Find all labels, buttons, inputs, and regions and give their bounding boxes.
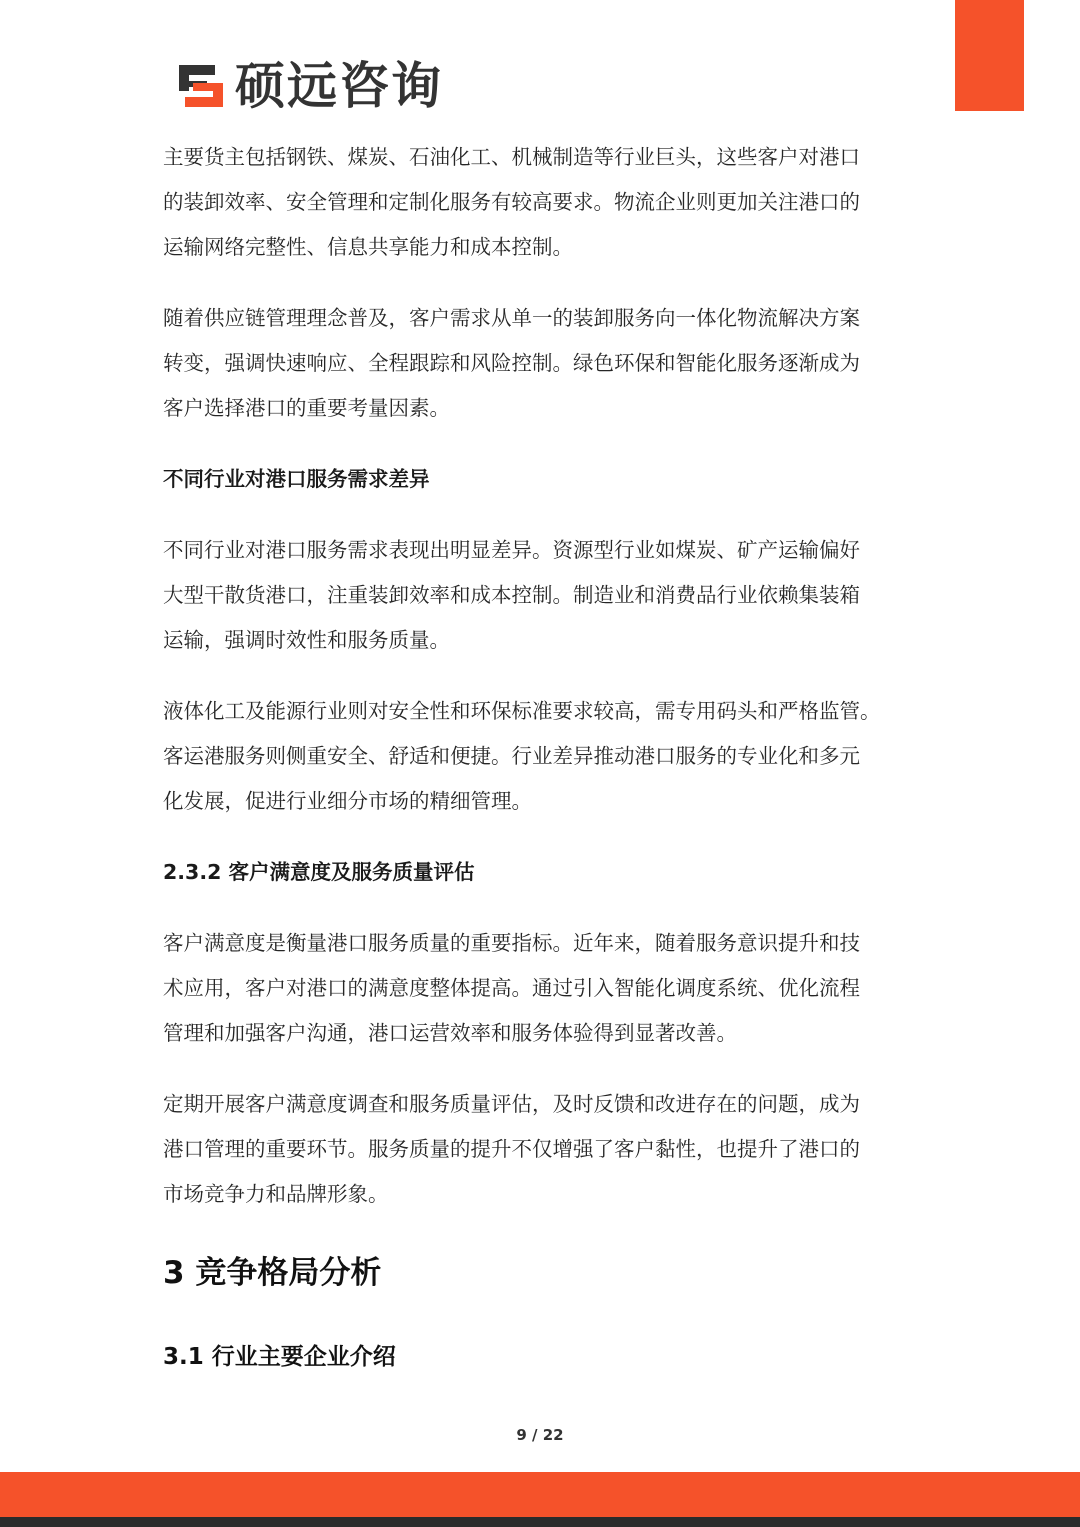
subheading-industry-differences: 不同行业对港口服务需求差异 [163, 467, 430, 491]
text-line: 术应用，客户对港口的满意度整体提高。通过引入智能化调度系统、优化流程 [163, 976, 860, 1000]
page-number: 9 / 22 [516, 1426, 564, 1444]
subsection-heading: 3.1 行业主要企业介绍 [163, 1344, 396, 1370]
text-line: 客运港服务则侧重安全、舒适和便捷。行业差异推动港口服务的专业化和多元 [163, 744, 860, 768]
document-body [163, 135, 923, 1243]
footer-dark-strip [0, 1517, 1080, 1527]
text-line: 客户满意度是衡量港口服务质量的重要指标。近年来，随着服务意识提升和技 [163, 931, 860, 955]
text-line: 液体化工及能源行业则对安全性和环保标准要求较高，需专用码头和严格监管。 [163, 699, 881, 723]
paragraph-industry-needs [163, 528, 923, 663]
section-heading: 3 竞争格局分析 [163, 1255, 382, 1291]
text-line: 化发展，促进行业细分市场的精细管理。 [163, 789, 532, 813]
paragraph-supply-chain [163, 296, 923, 431]
paragraph-chemical-energy [163, 689, 923, 824]
corner-accent-tab [955, 0, 1024, 111]
text-line: 管理和加强客户沟通，港口运营效率和服务体验得到显著改善。 [163, 1021, 737, 1045]
paragraph-satisfaction [163, 921, 923, 1056]
footer-accent-bar [0, 1472, 1080, 1517]
text-line: 市场竞争力和品牌形象。 [163, 1182, 389, 1206]
text-line: 大型干散货港口，注重装卸效率和成本控制。制造业和消费品行业依赖集装箱 [163, 583, 860, 607]
text-line: 主要货主包括钢铁、煤炭、石油化工、机械制造等行业巨头，这些客户对港口 [163, 145, 860, 169]
text-line: 运输网络完整性、信息共享能力和成本控制。 [163, 235, 573, 259]
text-line: 运输，强调时效性和服务质量。 [163, 628, 450, 652]
text-line: 的装卸效率、安全管理和定制化服务有较高要求。物流企业则更加关注港口的 [163, 190, 860, 214]
text-line: 客户选择港口的重要考量因素。 [163, 396, 450, 420]
brand-logo [175, 56, 443, 116]
paragraph-surveys [163, 1082, 923, 1217]
text-line: 不同行业对港口服务需求表现出明显差异。资源型行业如煤炭、矿产运输偏好 [163, 538, 860, 562]
text-line: 随着供应链管理理念普及，客户需求从单一的装卸服务向一体化物流解决方案 [163, 306, 860, 330]
text-line: 定期开展客户满意度调查和服务质量评估，及时反馈和改进存在的问题，成为 [163, 1092, 860, 1116]
text-line: 港口管理的重要环节。服务质量的提升不仅增强了客户黏性，也提升了港口的 [163, 1137, 860, 1161]
text-line: 转变，强调快速响应、全程跟踪和风险控制。绿色环保和智能化服务逐渐成为 [163, 351, 860, 375]
subheading-satisfaction: 2.3.2 客户满意度及服务质量评估 [163, 860, 475, 884]
brand-name: 硕远咨询 [235, 57, 443, 115]
sy-logo-icon [175, 61, 227, 111]
paragraph-shippers [163, 135, 923, 270]
